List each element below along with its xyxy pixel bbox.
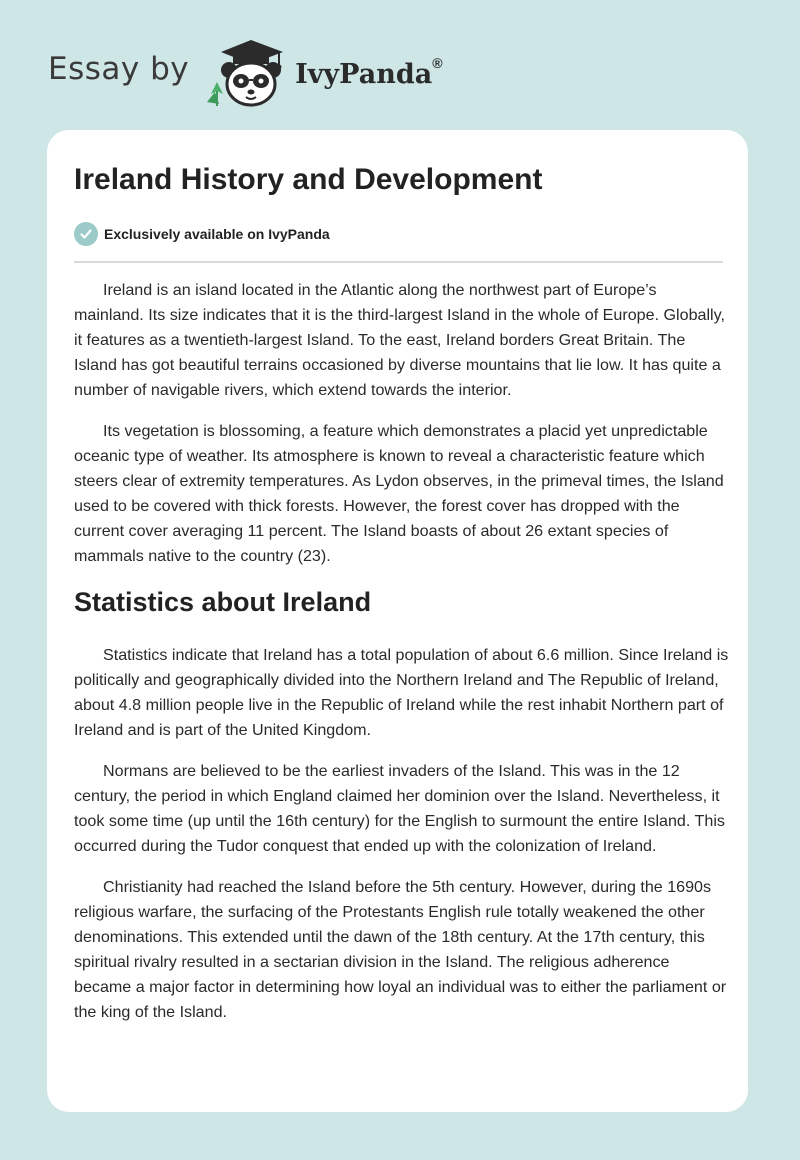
paragraph: Its vegetation is blossoming, a feature which demonstrates a placid yet unpredictable oceanic type of weather. Its atmosphere is known to reveal a characteristic feature which steers clear of extremity temperatures. As Lydon observes, in the primeval times, the Island used to be covered with thick forests. However, the forest cover has dropped with the current cover averaging 11 percent. The Island boasts of about 26 extant species of mammals native to the country (23).	[74, 422, 724, 565]
registered-mark: ®	[432, 54, 443, 71]
essay-card	[47, 130, 748, 1112]
section-heading: Statistics about Ireland	[74, 587, 372, 617]
brand-name: IvyPanda	[295, 58, 433, 90]
essay-by-label: Essay by	[48, 51, 190, 87]
essay-body	[74, 278, 729, 1041]
page-title: Ireland History and Development	[74, 163, 543, 196]
exclusive-badge	[74, 222, 330, 246]
ivypanda-brand[interactable]	[295, 54, 443, 90]
paragraph: Christianity had reached the Island before the 5th century. However, during the 1690s religious warfare, the surfacing of the Protestants English rule totally weakened the other denominations. This extended until the dawn of the 18th century. At the 17th century, this spiritual rivalry resulted in a sectarian division in the Island. The religious adherence became a major factor in determining how loyal an individual was to either the parliament or the king of the Island.	[74, 878, 727, 1021]
paragraph: Normans are believed to be the earliest invaders of the Island. This was in the 12 century, the period in which England claimed her dominion over the Island. Nevertheless, it took some time (up until the 16th century) for the English to surmount the entire Island. This occurred during the Tudor conquest that ended up with the colonization of Ireland.	[74, 762, 725, 855]
divider	[74, 261, 723, 263]
site-header	[48, 36, 443, 108]
exclusive-label: Exclusively available on IvyPanda	[104, 226, 330, 242]
ivypanda-logo-icon[interactable]	[203, 36, 289, 108]
paragraph: Statistics indicate that Ireland has a total population of about 6.6 million. Since Ireland is politically and geographically divided into the Northern Ireland and The Republic of Ireland, about 4.8 million people live in the Republic of Ireland while the rest inhabit Northern part of Ireland and is part of the United Kingdom.	[74, 646, 729, 739]
paragraph: Ireland is an island located in the Atlantic along the northwest part of Europe’s mainland. Its size indicates that it is the third-largest Island in the whole of Europe. Globally, it features as a twentieth-largest Island. To the east, Ireland borders Great Britain. The Island has got beautiful terrains occasioned by diverse mountains that lie low. It has quite a number of navigable rivers, which extend towards the interior.	[74, 281, 725, 399]
check-icon	[74, 222, 98, 246]
